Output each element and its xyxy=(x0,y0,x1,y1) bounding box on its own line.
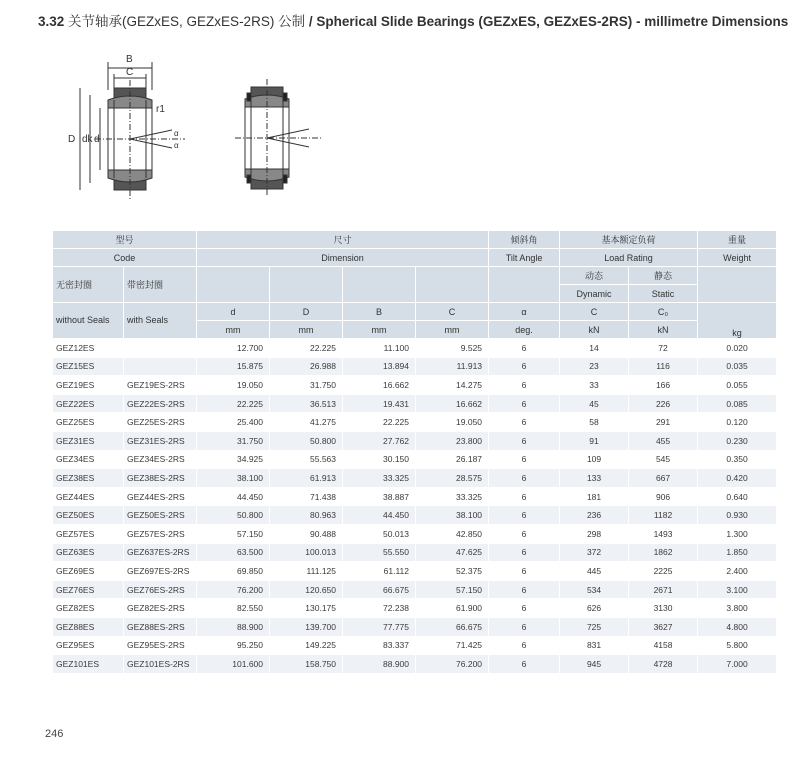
header-sym-C: C xyxy=(416,303,488,320)
cell-dim-D: 31.750 xyxy=(270,376,342,394)
header-weight-en: Weight xyxy=(698,249,776,266)
table-row xyxy=(53,562,776,580)
cell-dim-C: 16.662 xyxy=(416,395,488,413)
cell-tilt-angle: 6 xyxy=(489,339,559,357)
cell-dim-C: 42.850 xyxy=(416,525,488,543)
title-chinese: 关节轴承(GEZxES, GEZxES-2RS) 公制 xyxy=(68,14,306,29)
cell-code-without-seal: GEZ82ES xyxy=(53,599,123,617)
cell-dim-d: 31.750 xyxy=(197,432,269,450)
cell-dim-D: 36.513 xyxy=(270,395,342,413)
cell-weight: 1.300 xyxy=(698,525,776,543)
cell-load-dynamic: 298 xyxy=(560,525,628,543)
header-sym-D: D xyxy=(270,303,342,320)
cell-code-with-seal: GEZ88ES-2RS xyxy=(124,618,196,636)
table-row xyxy=(53,451,776,469)
cell-weight: 0.230 xyxy=(698,432,776,450)
header-unit-dynamic: kN xyxy=(560,321,628,338)
header-sym-dynamic: C xyxy=(560,303,628,320)
cell-dim-D: 50.800 xyxy=(270,432,342,450)
page-number: 246 xyxy=(45,728,64,740)
cell-dim-d: 82.550 xyxy=(197,599,269,617)
cell-load-dynamic: 181 xyxy=(560,488,628,506)
header-without-seal-cn: 无密封圈 xyxy=(53,267,123,302)
cell-dim-d: 88.900 xyxy=(197,618,269,636)
cell-load-dynamic: 626 xyxy=(560,599,628,617)
table-row xyxy=(53,376,776,394)
cell-dim-d: 101.600 xyxy=(197,655,269,673)
cell-load-static: 1182 xyxy=(629,506,697,524)
cell-load-dynamic: 14 xyxy=(560,339,628,357)
cell-code-with-seal: GEZ19ES-2RS xyxy=(124,376,196,394)
table-row xyxy=(53,413,776,431)
cell-load-dynamic: 109 xyxy=(560,451,628,469)
cell-dim-B: 72.238 xyxy=(343,599,415,617)
header-code-en: Code xyxy=(53,249,196,266)
cell-code-without-seal: GEZ88ES xyxy=(53,618,123,636)
header-with-seal-cn: 带密封圈 xyxy=(124,267,196,302)
cell-code-with-seal: GEZ38ES-2RS xyxy=(124,469,196,487)
cell-dim-C: 33.325 xyxy=(416,488,488,506)
cell-load-static: 1493 xyxy=(629,525,697,543)
header-load-en: Load Rating xyxy=(560,249,697,266)
table-row xyxy=(53,358,776,376)
cell-weight: 0.930 xyxy=(698,506,776,524)
cell-dim-B: 44.450 xyxy=(343,506,415,524)
angle-label-1: α xyxy=(174,129,179,138)
header-weight-cn: 重量 xyxy=(698,231,776,248)
table-row xyxy=(53,339,776,357)
cell-dim-d: 69.850 xyxy=(197,562,269,580)
cell-load-static: 166 xyxy=(629,376,697,394)
cell-dim-C: 23.800 xyxy=(416,432,488,450)
cell-code-without-seal: GEZ76ES xyxy=(53,581,123,599)
cell-weight: 0.350 xyxy=(698,451,776,469)
cell-dim-D: 22.225 xyxy=(270,339,342,357)
cell-code-with-seal: GEZ57ES-2RS xyxy=(124,525,196,543)
cell-code-without-seal: GEZ12ES xyxy=(53,339,123,357)
cell-dim-B: 55.550 xyxy=(343,544,415,562)
spec-table-body xyxy=(53,339,776,673)
cell-load-static: 4728 xyxy=(629,655,697,673)
cell-tilt-angle: 6 xyxy=(489,525,559,543)
cell-tilt-angle: 6 xyxy=(489,655,559,673)
cell-weight: 4.800 xyxy=(698,618,776,636)
header-blank-tilt xyxy=(489,267,559,302)
cell-weight: 0.120 xyxy=(698,413,776,431)
cell-tilt-angle: 6 xyxy=(489,618,559,636)
bearing-section-drawing xyxy=(60,50,190,215)
cell-dim-C: 57.150 xyxy=(416,581,488,599)
cell-dim-B: 61.112 xyxy=(343,562,415,580)
cell-dim-B: 13.894 xyxy=(343,358,415,376)
table-row xyxy=(53,469,776,487)
header-load-cn: 基本额定负荷 xyxy=(560,231,697,248)
cell-code-with-seal: GEZ637ES-2RS xyxy=(124,544,196,562)
cell-dim-B: 50.013 xyxy=(343,525,415,543)
cell-weight: 7.000 xyxy=(698,655,776,673)
header-dimension-cn: 尺寸 xyxy=(197,231,488,248)
cell-code-with-seal: GEZ697ES-2RS xyxy=(124,562,196,580)
spec-table xyxy=(52,230,777,674)
cell-dim-B: 22.225 xyxy=(343,413,415,431)
cell-weight: 0.020 xyxy=(698,339,776,357)
header-sym-alpha: α xyxy=(489,303,559,320)
cell-weight: 0.085 xyxy=(698,395,776,413)
cell-dim-B: 77.775 xyxy=(343,618,415,636)
cell-code-without-seal: GEZ25ES xyxy=(53,413,123,431)
cell-code-without-seal: GEZ34ES xyxy=(53,451,123,469)
table-row xyxy=(53,637,776,655)
header-dimension-en: Dimension xyxy=(197,249,488,266)
table-row xyxy=(53,525,776,543)
cell-code-with-seal: GEZ44ES-2RS xyxy=(124,488,196,506)
cell-dim-d: 76.200 xyxy=(197,581,269,599)
cell-tilt-angle: 6 xyxy=(489,432,559,450)
cell-load-dynamic: 133 xyxy=(560,469,628,487)
table-row xyxy=(53,506,776,524)
cell-dim-C: 38.100 xyxy=(416,506,488,524)
header-tilt-cn: 倾斜角 xyxy=(489,231,559,248)
title-english: / Spherical Slide Bearings (GEZxES, GEZxES-2RS) - millimetre Dimensions xyxy=(308,14,789,29)
cell-dim-C: 11.913 xyxy=(416,358,488,376)
dim-label-dk: dk xyxy=(82,134,93,145)
cell-code-with-seal: GEZ25ES-2RS xyxy=(124,413,196,431)
cell-load-static: 226 xyxy=(629,395,697,413)
cell-code-with-seal: GEZ76ES-2RS xyxy=(124,581,196,599)
cell-dim-D: 61.913 xyxy=(270,469,342,487)
cell-load-dynamic: 23 xyxy=(560,358,628,376)
dim-label-c: C xyxy=(126,67,134,78)
cell-code-without-seal: GEZ19ES xyxy=(53,376,123,394)
cell-load-static: 291 xyxy=(629,413,697,431)
cell-code-without-seal: GEZ22ES xyxy=(53,395,123,413)
cell-dim-B: 88.900 xyxy=(343,655,415,673)
cell-load-static: 2671 xyxy=(629,581,697,599)
cell-dim-d: 34.925 xyxy=(197,451,269,469)
cell-load-static: 455 xyxy=(629,432,697,450)
cell-dim-d: 25.400 xyxy=(197,413,269,431)
cell-load-dynamic: 236 xyxy=(560,506,628,524)
cell-load-dynamic: 91 xyxy=(560,432,628,450)
dim-label-r1: r1 xyxy=(156,104,165,115)
cell-code-without-seal: GEZ38ES xyxy=(53,469,123,487)
table-row xyxy=(53,488,776,506)
header-unit-weight: kg xyxy=(698,303,776,338)
table-row xyxy=(53,599,776,617)
header-dynamic-cn: 动态 xyxy=(560,267,628,284)
cell-tilt-angle: 6 xyxy=(489,395,559,413)
cell-dim-D: 158.750 xyxy=(270,655,342,673)
cell-dim-D: 100.013 xyxy=(270,544,342,562)
cell-dim-d: 95.250 xyxy=(197,637,269,655)
cell-weight: 0.420 xyxy=(698,469,776,487)
header-blank-D xyxy=(270,267,342,302)
cell-dim-d: 57.150 xyxy=(197,525,269,543)
cell-code-with-seal: GEZ50ES-2RS xyxy=(124,506,196,524)
cell-dim-d: 38.100 xyxy=(197,469,269,487)
cell-code-with-seal: GEZ22ES-2RS xyxy=(124,395,196,413)
table-row xyxy=(53,395,776,413)
cell-code-without-seal: GEZ31ES xyxy=(53,432,123,450)
cell-code-with-seal: GEZ82ES-2RS xyxy=(124,599,196,617)
cell-dim-D: 90.488 xyxy=(270,525,342,543)
cell-dim-B: 30.150 xyxy=(343,451,415,469)
cell-code-with-seal xyxy=(124,339,196,357)
cell-dim-B: 38.887 xyxy=(343,488,415,506)
cell-tilt-angle: 6 xyxy=(489,581,559,599)
cell-dim-D: 149.225 xyxy=(270,637,342,655)
cell-load-dynamic: 831 xyxy=(560,637,628,655)
header-unit-C: mm xyxy=(416,321,488,338)
cell-dim-B: 19.431 xyxy=(343,395,415,413)
header-blank-d xyxy=(197,267,269,302)
cell-dim-C: 26.187 xyxy=(416,451,488,469)
cell-tilt-angle: 6 xyxy=(489,451,559,469)
cell-dim-d: 19.050 xyxy=(197,376,269,394)
cell-dim-B: 16.662 xyxy=(343,376,415,394)
cell-code-without-seal: GEZ57ES xyxy=(53,525,123,543)
dim-label-b: B xyxy=(126,54,133,65)
cell-dim-B: 66.675 xyxy=(343,581,415,599)
cell-code-without-seal: GEZ44ES xyxy=(53,488,123,506)
cell-dim-C: 14.275 xyxy=(416,376,488,394)
cell-code-with-seal: GEZ34ES-2RS xyxy=(124,451,196,469)
cell-tilt-angle: 6 xyxy=(489,358,559,376)
cell-load-static: 3130 xyxy=(629,599,697,617)
cell-tilt-angle: 6 xyxy=(489,544,559,562)
cell-dim-C: 66.675 xyxy=(416,618,488,636)
cell-dim-D: 71.438 xyxy=(270,488,342,506)
table-row xyxy=(53,655,776,673)
cell-code-without-seal: GEZ15ES xyxy=(53,358,123,376)
header-static-cn: 静态 xyxy=(629,267,697,284)
header-unit-static: kN xyxy=(629,321,697,338)
cell-dim-D: 130.175 xyxy=(270,599,342,617)
cell-dim-C: 19.050 xyxy=(416,413,488,431)
cell-weight: 0.640 xyxy=(698,488,776,506)
cell-weight: 0.035 xyxy=(698,358,776,376)
dim-label-d: d xyxy=(94,134,100,145)
cell-tilt-angle: 6 xyxy=(489,376,559,394)
cell-dim-B: 11.100 xyxy=(343,339,415,357)
header-with-seal-en: with Seals xyxy=(124,303,196,338)
table-row xyxy=(53,618,776,636)
cell-load-static: 545 xyxy=(629,451,697,469)
cell-code-without-seal: GEZ63ES xyxy=(53,544,123,562)
header-unit-D: mm xyxy=(270,321,342,338)
header-code-cn: 型号 xyxy=(53,231,196,248)
cell-load-static: 72 xyxy=(629,339,697,357)
cell-dim-d: 50.800 xyxy=(197,506,269,524)
cell-load-dynamic: 372 xyxy=(560,544,628,562)
cell-load-dynamic: 534 xyxy=(560,581,628,599)
cell-tilt-angle: 6 xyxy=(489,413,559,431)
header-sym-B: B xyxy=(343,303,415,320)
cell-dim-C: 61.900 xyxy=(416,599,488,617)
header-static-en: Static xyxy=(629,285,697,302)
cell-load-static: 2225 xyxy=(629,562,697,580)
cell-dim-C: 52.375 xyxy=(416,562,488,580)
cell-weight: 1.850 xyxy=(698,544,776,562)
cell-load-static: 3627 xyxy=(629,618,697,636)
cell-dim-C: 9.525 xyxy=(416,339,488,357)
header-without-seal-en: without Seals xyxy=(53,303,123,338)
cell-dim-C: 71.425 xyxy=(416,637,488,655)
cell-code-with-seal: GEZ101ES-2RS xyxy=(124,655,196,673)
header-sym-d: d xyxy=(197,303,269,320)
cell-dim-D: 80.963 xyxy=(270,506,342,524)
cell-tilt-angle: 6 xyxy=(489,562,559,580)
cell-dim-D: 55.563 xyxy=(270,451,342,469)
cell-load-static: 1862 xyxy=(629,544,697,562)
cell-dim-D: 120.650 xyxy=(270,581,342,599)
table-row xyxy=(53,544,776,562)
cell-tilt-angle: 6 xyxy=(489,599,559,617)
page-title xyxy=(38,10,788,30)
cell-dim-d: 22.225 xyxy=(197,395,269,413)
cell-load-dynamic: 45 xyxy=(560,395,628,413)
cell-dim-d: 12.700 xyxy=(197,339,269,357)
cell-dim-B: 33.325 xyxy=(343,469,415,487)
cell-load-static: 667 xyxy=(629,469,697,487)
cell-dim-D: 41.275 xyxy=(270,413,342,431)
cell-code-without-seal: GEZ69ES xyxy=(53,562,123,580)
cell-code-with-seal xyxy=(124,358,196,376)
cell-tilt-angle: 6 xyxy=(489,506,559,524)
cell-load-dynamic: 33 xyxy=(560,376,628,394)
header-blank-weight xyxy=(698,267,776,302)
cell-tilt-angle: 6 xyxy=(489,469,559,487)
cell-tilt-angle: 6 xyxy=(489,637,559,655)
cell-dim-d: 15.875 xyxy=(197,358,269,376)
header-sym-static: C₀ xyxy=(629,303,697,320)
cell-dim-D: 139.700 xyxy=(270,618,342,636)
cell-weight: 2.400 xyxy=(698,562,776,580)
cell-dim-D: 111.125 xyxy=(270,562,342,580)
cell-weight: 3.800 xyxy=(698,599,776,617)
cell-load-static: 906 xyxy=(629,488,697,506)
header-unit-B: mm xyxy=(343,321,415,338)
cell-dim-B: 27.762 xyxy=(343,432,415,450)
section-number: 3.32 xyxy=(38,14,65,29)
header-unit-d: mm xyxy=(197,321,269,338)
cell-dim-B: 83.337 xyxy=(343,637,415,655)
cell-dim-C: 47.625 xyxy=(416,544,488,562)
cell-load-dynamic: 725 xyxy=(560,618,628,636)
cell-weight: 0.055 xyxy=(698,376,776,394)
header-dynamic-en: Dynamic xyxy=(560,285,628,302)
angle-label-2: α xyxy=(174,141,179,150)
cell-load-static: 116 xyxy=(629,358,697,376)
cell-code-without-seal: GEZ50ES xyxy=(53,506,123,524)
cell-load-dynamic: 945 xyxy=(560,655,628,673)
cell-code-with-seal: GEZ31ES-2RS xyxy=(124,432,196,450)
header-tilt-en: Tilt Angle xyxy=(489,249,559,266)
table-row xyxy=(53,432,776,450)
header-unit-alpha: deg. xyxy=(489,321,559,338)
dim-label-D: D xyxy=(68,134,76,145)
bearing-sealed-drawing xyxy=(235,65,325,205)
cell-weight: 3.100 xyxy=(698,581,776,599)
cell-dim-C: 28.575 xyxy=(416,469,488,487)
cell-load-static: 4158 xyxy=(629,637,697,655)
cell-dim-d: 44.450 xyxy=(197,488,269,506)
cell-weight: 5.800 xyxy=(698,637,776,655)
cell-tilt-angle: 6 xyxy=(489,488,559,506)
cell-code-without-seal: GEZ101ES xyxy=(53,655,123,673)
cell-dim-d: 63.500 xyxy=(197,544,269,562)
cell-load-dynamic: 58 xyxy=(560,413,628,431)
cell-code-with-seal: GEZ95ES-2RS xyxy=(124,637,196,655)
table-row xyxy=(53,581,776,599)
cell-code-without-seal: GEZ95ES xyxy=(53,637,123,655)
cell-dim-D: 26.988 xyxy=(270,358,342,376)
header-blank-B xyxy=(343,267,415,302)
cell-load-dynamic: 445 xyxy=(560,562,628,580)
cell-dim-C: 76.200 xyxy=(416,655,488,673)
header-blank-C xyxy=(416,267,488,302)
